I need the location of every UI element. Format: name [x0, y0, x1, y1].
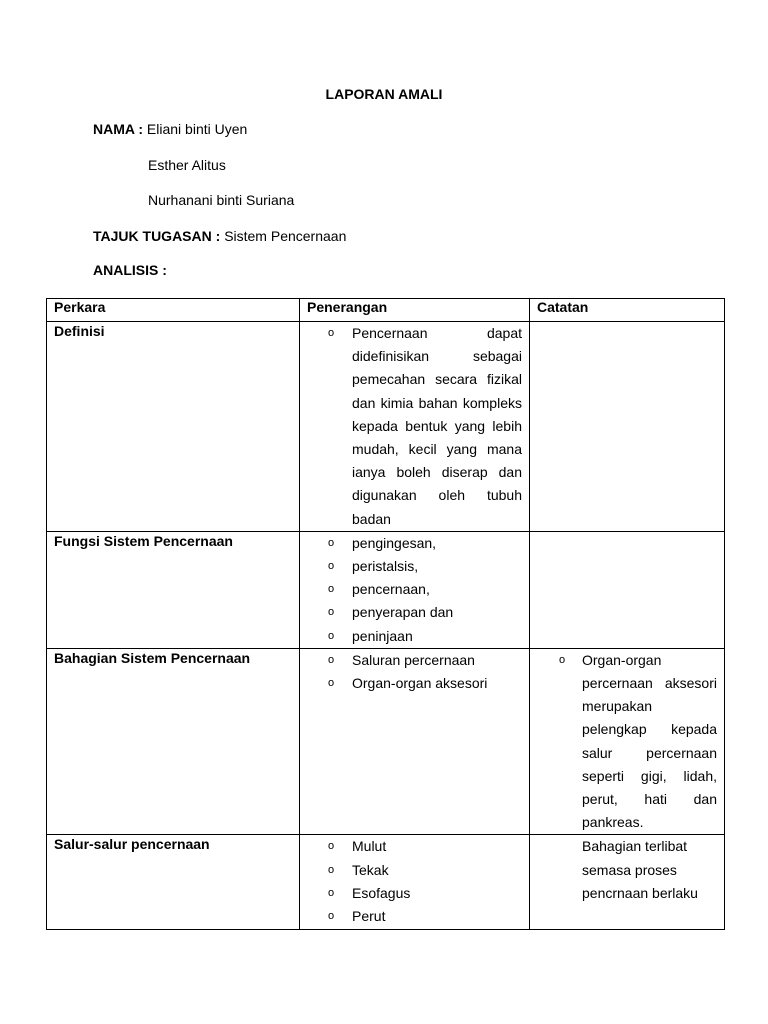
list-item: o Tekak [300, 859, 529, 882]
bullet-icon: o [559, 653, 566, 666]
list-item: o Organ-organ aksesori [300, 672, 529, 695]
tajuk-line [93, 228, 346, 244]
list-item: o Organ-organ percernaan aksesori merupakan pelengkap kepada salur percernaan seperti gigi, lidah, perut, hati dan pankreas. [530, 649, 724, 835]
row-penerangan [300, 648, 530, 835]
header-catatan: Catatan [530, 299, 725, 322]
row-catatan [530, 322, 725, 532]
row-perkara: Definisi [47, 322, 300, 532]
list-item: o peristalsis, [300, 555, 529, 578]
tajuk-label: TAJUK TUGASAN : [93, 228, 221, 244]
tajuk-value: Sistem Pencernaan [224, 228, 347, 244]
bullet-icon: o [328, 677, 335, 690]
catatan-text: Bahagian terlibat semasa proses pencrnaan berlaku [582, 838, 698, 901]
list-item: o pencernaan, [300, 578, 529, 601]
bullet-icon: o [328, 910, 335, 923]
row-perkara: Fungsi Sistem Pencernaan [47, 531, 300, 648]
row-catatan [530, 648, 725, 835]
bullet-icon: o [328, 840, 335, 853]
row-penerangan [300, 531, 530, 648]
row-catatan [530, 835, 725, 930]
list-item: o peninjaan [300, 625, 529, 648]
table-header-row [47, 299, 725, 322]
row-perkara: Salur-salur pencernaan [47, 835, 300, 930]
table-row [47, 531, 725, 648]
nama-label: NAMA : [93, 121, 144, 137]
nama-line [93, 121, 247, 137]
table-row [47, 835, 725, 930]
list-item: o pengingesan, [300, 532, 529, 555]
table-row [47, 648, 725, 835]
row-penerangan [300, 322, 530, 532]
row-catatan [530, 531, 725, 648]
list-item: o Mulut [300, 835, 529, 858]
header-perkara: Perkara [47, 299, 300, 322]
header-penerangan: Penerangan [300, 299, 530, 322]
name-3: Nurhanani binti Suriana [148, 192, 295, 208]
table-row [47, 322, 725, 532]
list-item: o Esofagus [300, 882, 529, 905]
list-item: o penyerapan dan [300, 601, 529, 624]
analysis-table [46, 298, 725, 930]
row-penerangan [300, 835, 530, 930]
bullet-icon: o [328, 536, 335, 549]
row-perkara: Bahagian Sistem Pencernaan [47, 648, 300, 835]
list-item: o Pencernaan dapat didefinisikan sebagai pemecahan secara fizikal dan kimia bahan kompleks kepada bentuk yang lebih mudah, kecil yang mana ianya boleh diserap dan digunakan oleh tubuh badan [300, 322, 529, 531]
bullet-icon: o [328, 327, 335, 339]
bullet-icon: o [328, 886, 335, 899]
bullet-icon: o [328, 606, 335, 619]
analisis-line [93, 262, 167, 278]
bullet-icon: o [328, 629, 335, 642]
bullet-icon: o [328, 583, 335, 596]
report-title: LAPORAN AMALI [325, 86, 443, 102]
bullet-icon: o [328, 653, 335, 666]
bullet-icon: o [328, 863, 335, 876]
name-1: Eliani binti Uyen [146, 121, 248, 137]
analisis-label: ANALISIS : [93, 262, 167, 278]
name-2: Esther Alitus [148, 157, 226, 173]
bullet-icon: o [328, 560, 335, 573]
list-item: o Saluran percernaan [300, 649, 529, 672]
list-item: o Perut [300, 905, 529, 928]
